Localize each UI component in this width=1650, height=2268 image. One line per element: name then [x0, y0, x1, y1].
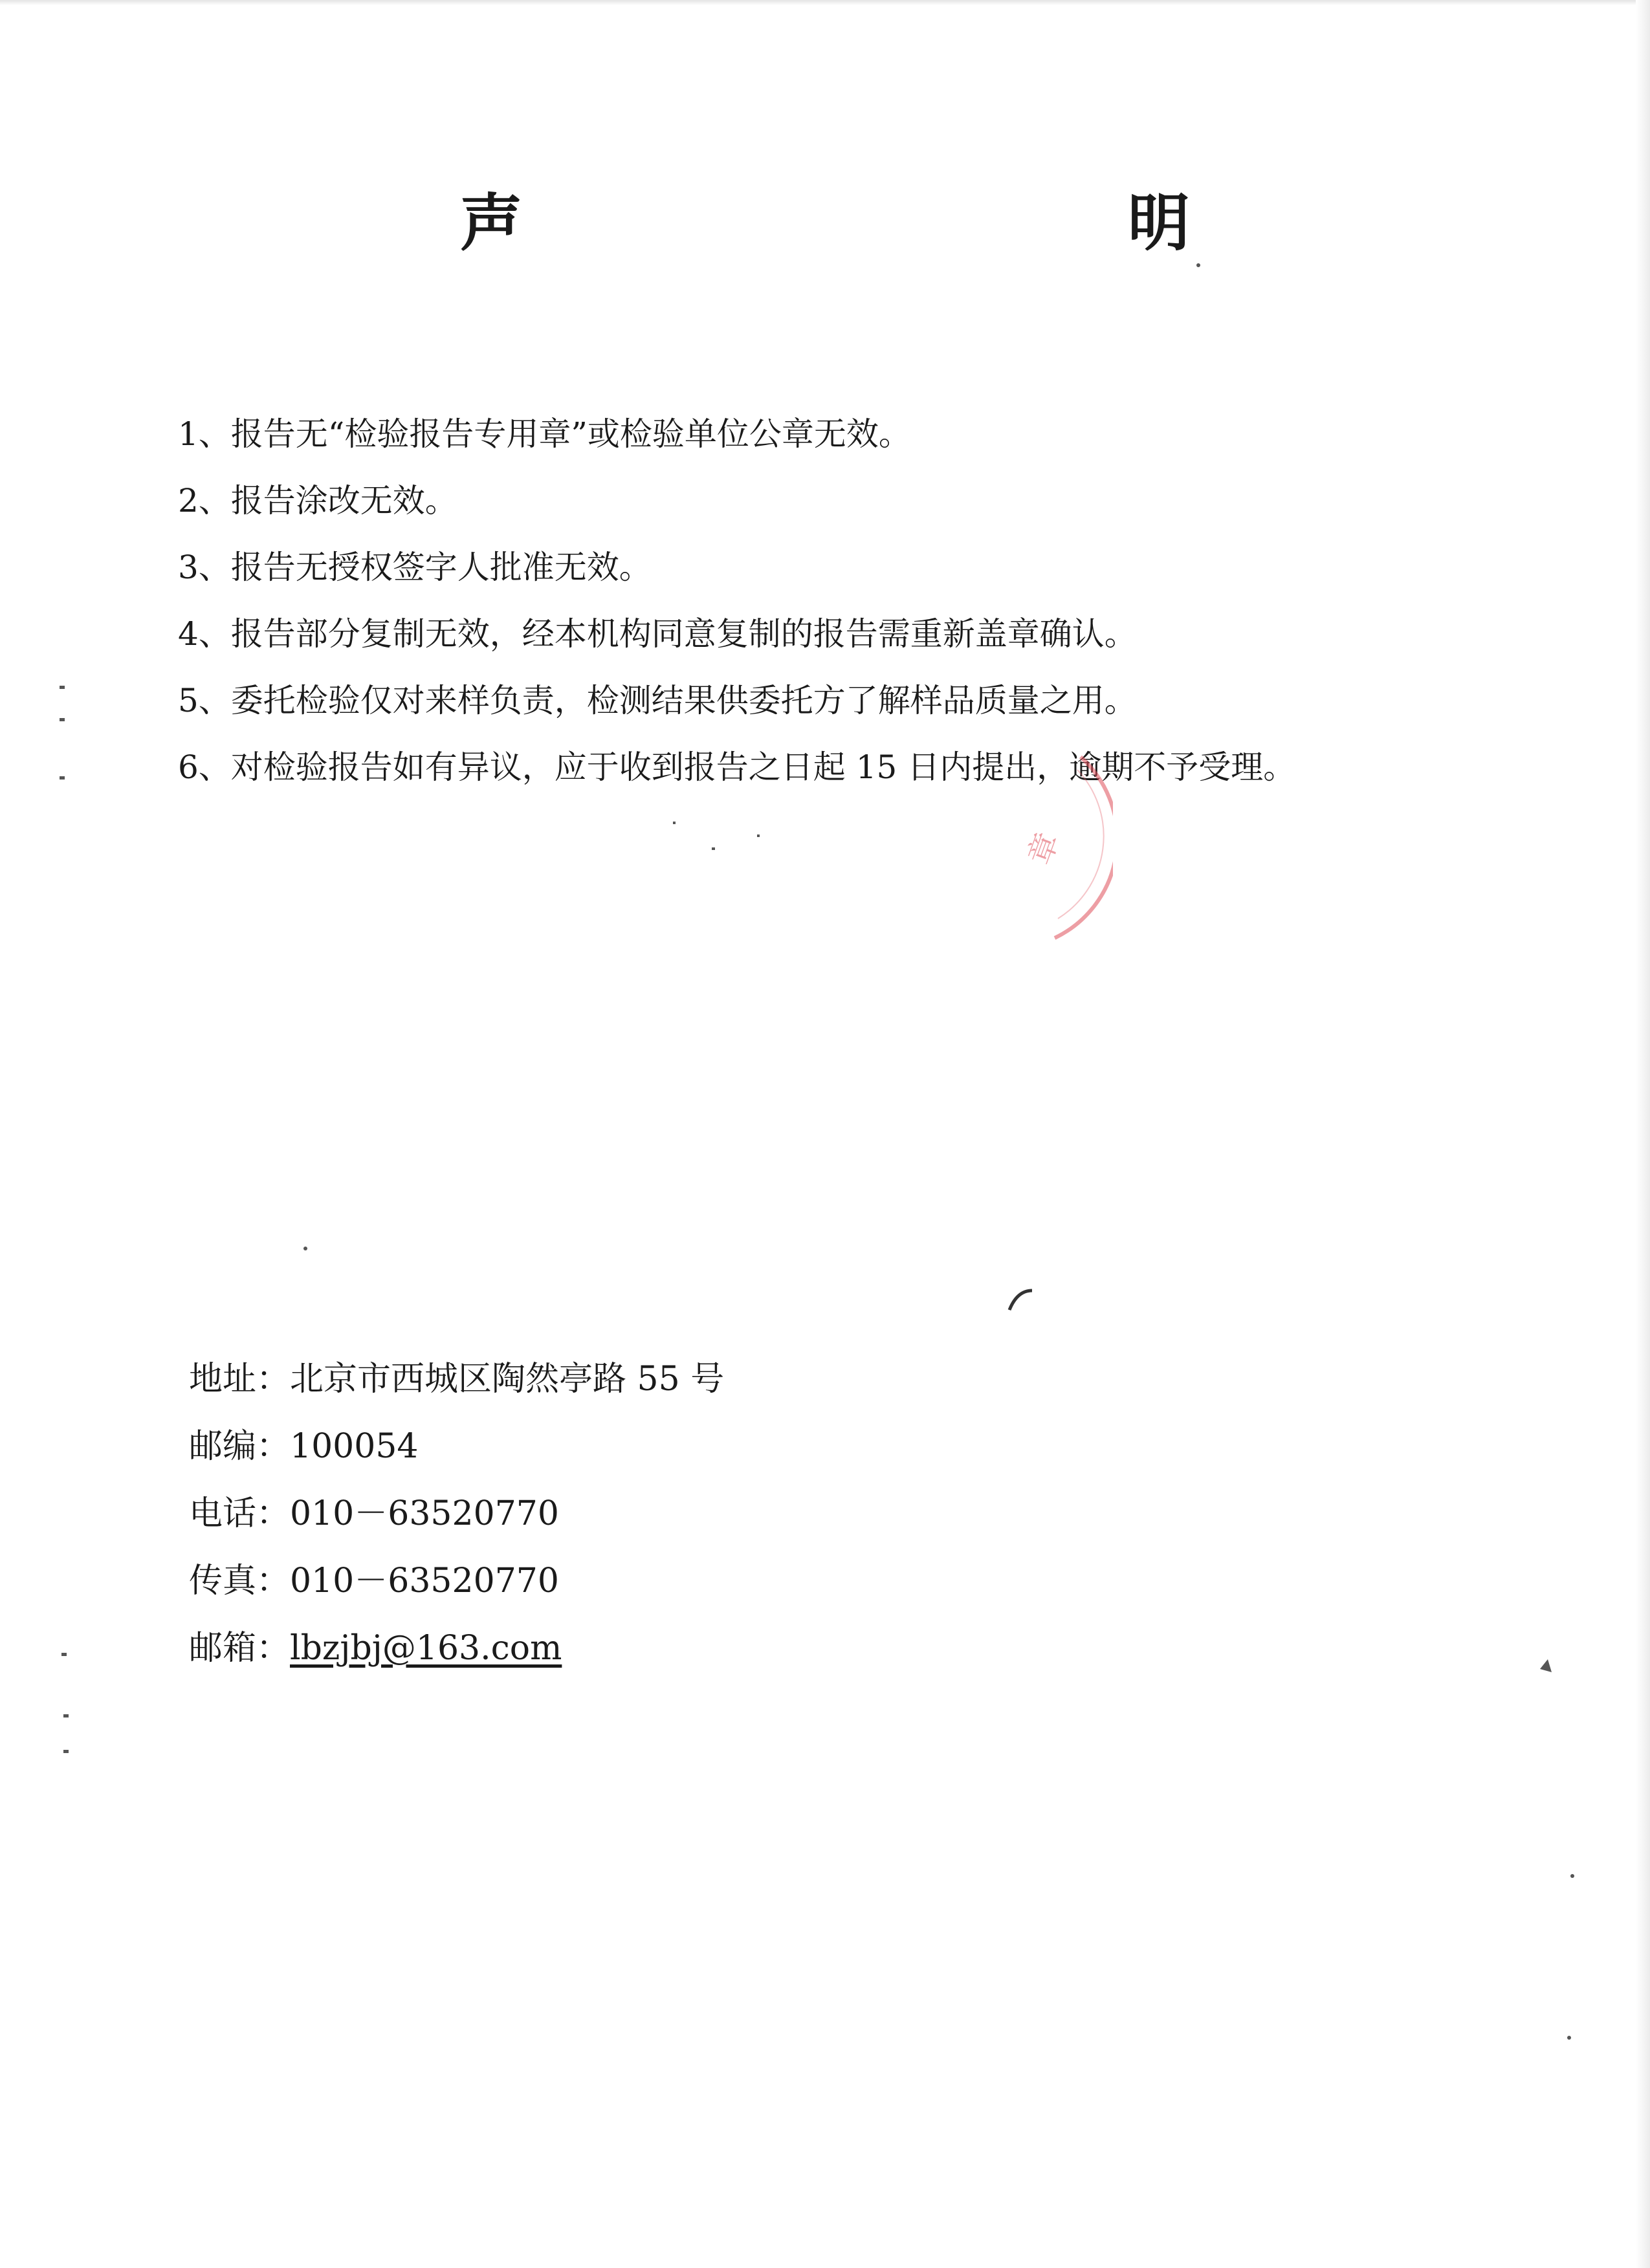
- address-value: 北京市西城区陶然亭路 55 号: [290, 1360, 725, 1399]
- postcode-label: 邮编：: [189, 1427, 291, 1466]
- document-title: 声 明: [460, 186, 1462, 259]
- statement-clauses: [178, 401, 1537, 801]
- fax-row: [189, 1547, 1160, 1615]
- contact-block: [189, 1346, 1160, 1682]
- phone-label: 电话：: [189, 1494, 291, 1533]
- email-label: 邮箱：: [189, 1629, 291, 1668]
- fax-label: 传真：: [189, 1562, 291, 1600]
- postcode-row: [189, 1413, 1160, 1480]
- address-row: [189, 1346, 1160, 1413]
- clause-3: 3、报告无授权签字人批准无效。: [178, 549, 652, 586]
- faded-seal-stamp: [919, 744, 1113, 977]
- seal-partial-text: 章: [1021, 827, 1066, 870]
- address-label: 地址：: [189, 1360, 291, 1399]
- clause-1: 1、报告无“检验报告专用章”或检验单位公章无效。: [178, 415, 911, 453]
- email-row: [189, 1615, 1160, 1682]
- postcode-value: 100054: [290, 1427, 419, 1466]
- clause-6: 6、对检验报告如有异议，应于收到报告之日起 15 日内提出，逾期不予受理。: [178, 748, 1296, 786]
- scan-edge-right: [1636, 0, 1650, 2268]
- clause-2: 2、报告涂改无效。: [178, 482, 457, 519]
- phone-row: [189, 1480, 1160, 1547]
- fax-value: 010－63520770: [290, 1562, 559, 1600]
- clause-4: 4、报告部分复制无效，经本机构同意复制的报告需重新盖章确认。: [178, 615, 1137, 653]
- phone-value: 010－63520770: [290, 1494, 559, 1533]
- email-link[interactable]: lbzjbj@163.com: [290, 1629, 562, 1668]
- scan-edge-top: [0, 0, 1650, 5]
- clause-5: 5、委托检验仅对来样负责，检测结果供委托方了解样品质量之用。: [178, 682, 1137, 719]
